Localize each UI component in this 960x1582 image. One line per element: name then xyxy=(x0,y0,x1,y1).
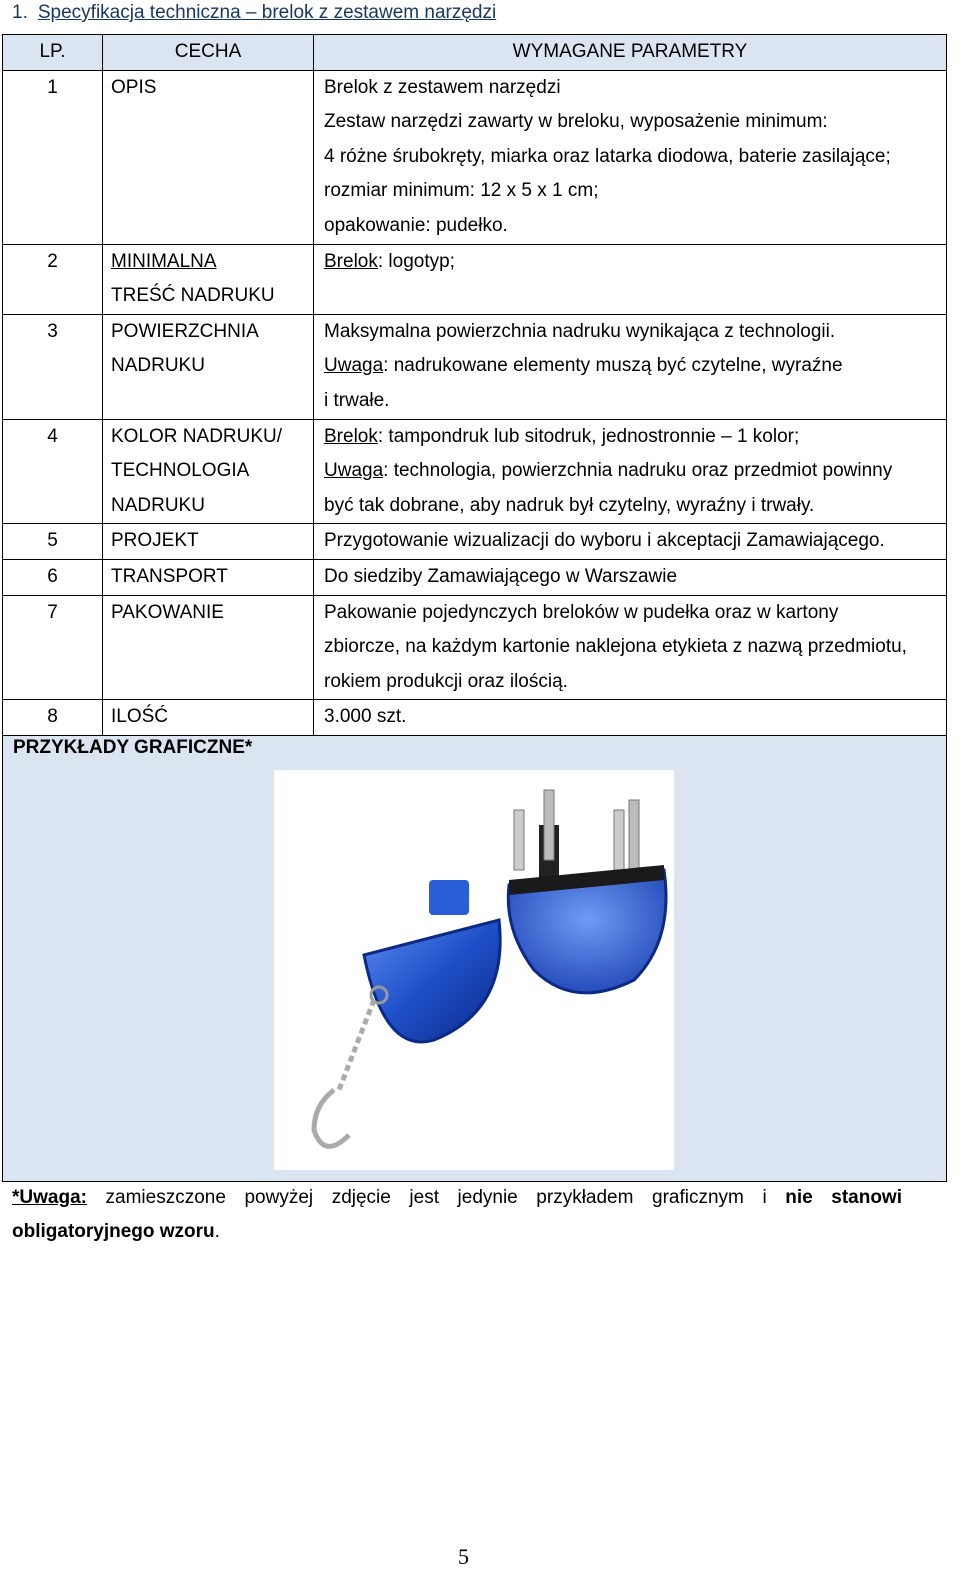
value-line: zbiorcze, na każdym kartonie naklejona etykieta z nazwą przedmiotu, xyxy=(324,636,907,658)
value-line: rozmiar minimum: 12 x 5 x 1 cm; xyxy=(324,180,599,202)
value-rest: : tampondruk lub sitodruk, jednostronnie – 1 kolor; xyxy=(377,425,800,447)
value-line: opakowanie: pudełko. xyxy=(324,214,508,236)
feature-line: MINIMALNA xyxy=(111,250,217,272)
footnote xyxy=(12,1181,902,1249)
row-value xyxy=(314,70,947,244)
feature-line: PROJEKT xyxy=(111,530,199,552)
row-value xyxy=(314,244,947,314)
feature-line: POWIERZCHNIA xyxy=(111,320,259,342)
value-line: 3.000 szt. xyxy=(324,706,407,728)
row-feature xyxy=(103,700,314,736)
value-prefix: Brelok xyxy=(324,250,378,272)
value-line: Maksymalna powierzchnia nadruku wynikająca z technologii. xyxy=(324,320,836,342)
row-value xyxy=(314,700,947,736)
examples-cell xyxy=(3,735,947,1181)
row-feature xyxy=(103,70,314,244)
footnote-bold-tail: nie stanowi obligatoryjnego wzoru xyxy=(12,1187,902,1242)
feature-line: OPIS xyxy=(111,76,157,98)
table-row xyxy=(3,559,947,595)
footnote-end: . xyxy=(214,1221,220,1242)
value-line: być tak dobrane, aby nadruk był czytelny, wyraźny i trwały. xyxy=(324,494,815,516)
value-rest: : logotyp; xyxy=(377,250,455,272)
value-line: Pakowanie pojedynczych breloków w pudełka oraz w kartony xyxy=(324,601,839,623)
row-value xyxy=(314,559,947,595)
value-prefix: Brelok xyxy=(324,425,378,447)
feature-line: TRANSPORT xyxy=(111,565,228,587)
feature-line: NADRUKU xyxy=(111,494,205,516)
value-rest: : technologia, powierzchnia nadruku oraz przedmiot powinny xyxy=(383,460,893,482)
feature-line: NADRUKU xyxy=(111,355,205,377)
value-prefix: Uwaga xyxy=(324,355,384,377)
section-number: 1. xyxy=(12,2,28,23)
row-number: 4 xyxy=(3,419,103,524)
value-line: Zestaw narzędzi zawarty w breloku, wyposażenie minimum: xyxy=(324,111,828,133)
row-number: 5 xyxy=(3,524,103,560)
row-feature xyxy=(103,419,314,524)
row-value xyxy=(314,419,947,524)
value-line: Przygotowanie wizualizacji do wyboru i akceptacji Zamawiającego. xyxy=(324,530,885,552)
row-feature xyxy=(103,595,314,700)
row-number: 2 xyxy=(3,244,103,314)
row-feature xyxy=(103,559,314,595)
feature-line: TREŚĆ NADRUKU xyxy=(111,285,275,307)
table-row xyxy=(3,314,947,419)
row-value xyxy=(314,524,947,560)
row-feature xyxy=(103,244,314,314)
value-line xyxy=(324,349,946,384)
table-row xyxy=(3,70,947,244)
value-line xyxy=(324,454,946,489)
footnote-star-label: *Uwaga: xyxy=(12,1187,87,1208)
section-title: Specyfikacja techniczna – brelok z zestawem narzędzi xyxy=(37,2,497,23)
table-row xyxy=(3,244,947,314)
section-heading xyxy=(12,2,496,24)
spec-table xyxy=(2,34,947,1182)
keychain-illustration xyxy=(274,770,674,1170)
keychain-photo xyxy=(274,770,674,1170)
header-params: WYMAGANE PARAMETRY xyxy=(314,35,947,71)
value-line xyxy=(324,245,946,280)
row-value xyxy=(314,595,947,700)
table-row xyxy=(3,700,947,736)
row-number: 3 xyxy=(3,314,103,419)
row-feature xyxy=(103,314,314,419)
feature-line: TECHNOLOGIA xyxy=(111,460,250,482)
value-line: i trwałe. xyxy=(324,389,390,411)
value-line: Do siedziby Zamawiającego w Warszawie xyxy=(324,565,678,587)
row-feature xyxy=(103,524,314,560)
value-rest: : nadrukowane elementy muszą być czytelne, wyraźne xyxy=(383,355,843,377)
value-line: rokiem produkcji oraz ilością. xyxy=(324,670,568,692)
value-line xyxy=(324,420,946,455)
feature-line: PAKOWANIE xyxy=(111,601,224,623)
feature-line: KOLOR NADRUKU/ xyxy=(111,425,283,447)
header-feature: CECHA xyxy=(103,35,314,71)
row-value xyxy=(314,314,947,419)
table-row xyxy=(3,524,947,560)
feature-line: ILOŚĆ xyxy=(111,706,169,728)
examples-label: PRZYKŁADY GRAFICZNE* xyxy=(13,736,253,758)
value-prefix: Uwaga xyxy=(324,460,384,482)
value-line: 4 różne śrubokręty, miarka oraz latarka diodowa, baterie zasilające; xyxy=(324,145,891,167)
examples-row xyxy=(3,735,947,1181)
table-row xyxy=(3,595,947,700)
row-number: 8 xyxy=(3,700,103,736)
page-number: 5 xyxy=(458,1544,469,1569)
table-row xyxy=(3,419,947,524)
footnote-text: zamieszczone powyżej zdjęcie jest jedynie przykładem graficznym i xyxy=(86,1187,786,1208)
row-number: 1 xyxy=(3,70,103,244)
row-number: 7 xyxy=(3,595,103,700)
table-header-row xyxy=(3,35,947,71)
value-line: Brelok z zestawem narzędzi xyxy=(324,76,561,98)
header-lp: LP. xyxy=(3,35,103,71)
row-number: 6 xyxy=(3,559,103,595)
